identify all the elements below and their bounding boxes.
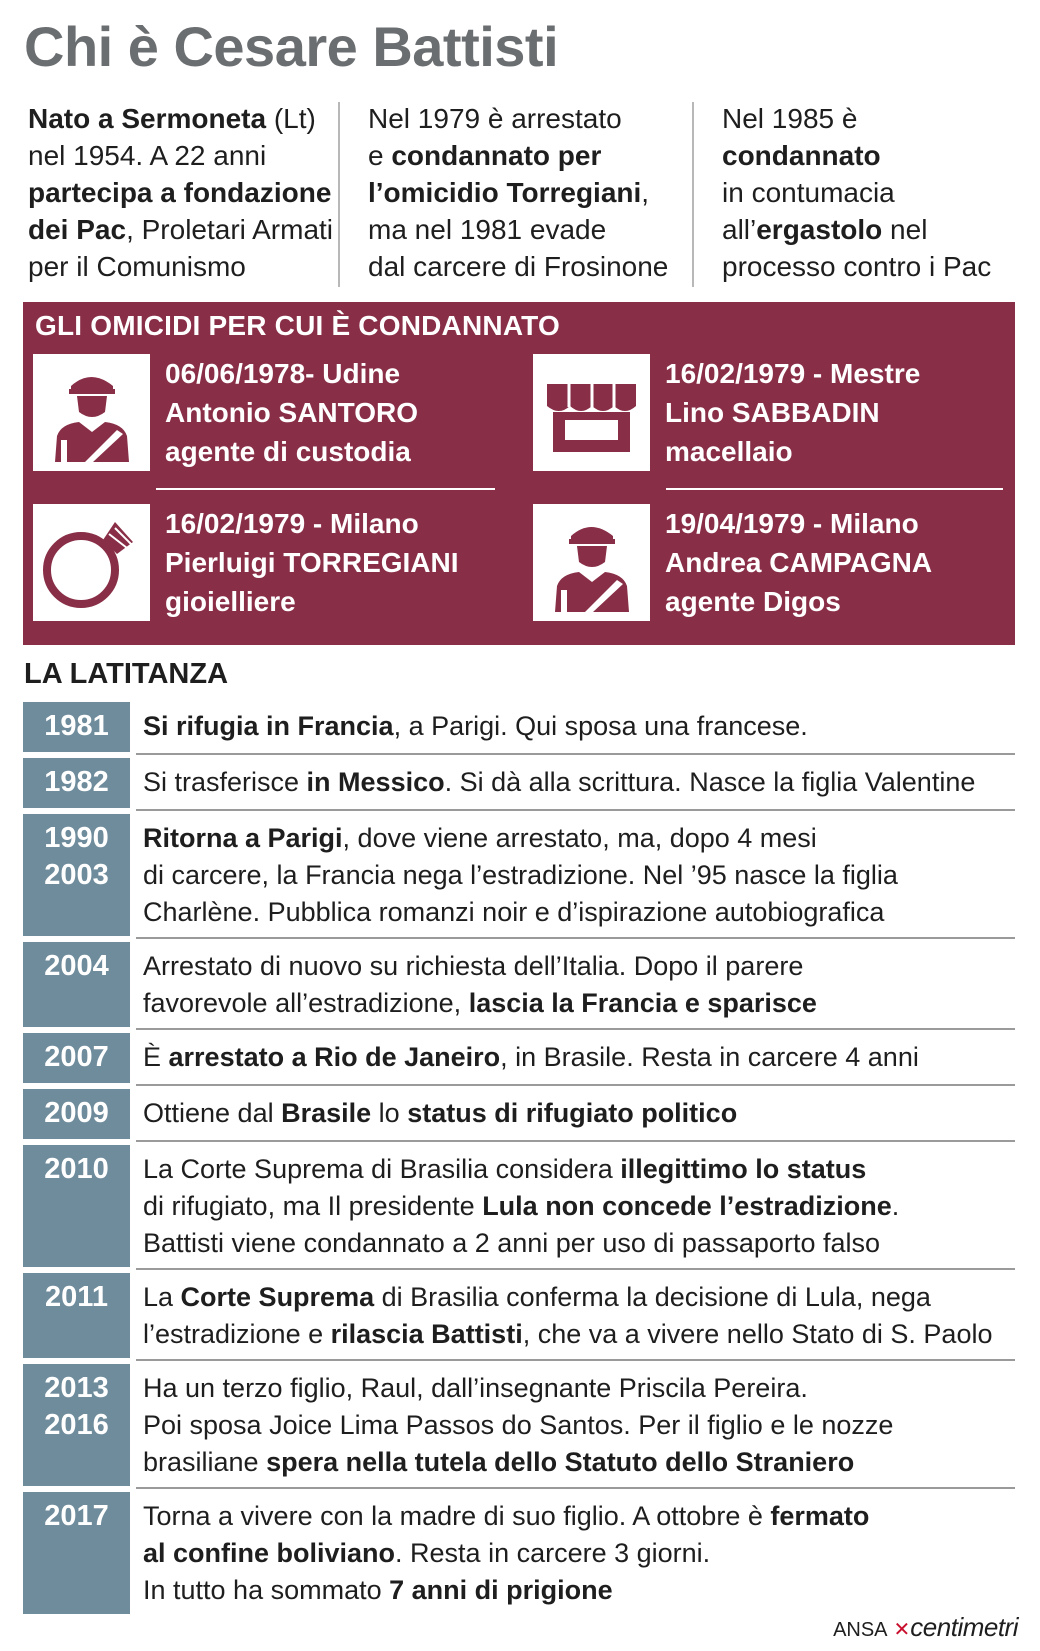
row-divider	[136, 1084, 1015, 1086]
timeline-text: La Corte Suprema di Brasilia considera illegittimo lo status di rifugiato, ma Il presidente Lula non concede l’estradizione. Battisti viene condannato a 2 anni per uso di passaporto falso	[143, 1154, 900, 1258]
police-officer-icon	[533, 504, 650, 621]
timeline-row-1982	[23, 758, 1015, 808]
row-divider	[136, 1487, 1015, 1489]
timeline-text: Si rifugia in Francia, a Parigi. Qui sposa una francese.	[143, 711, 808, 741]
victim-santoro	[23, 354, 493, 476]
ring-icon	[33, 504, 150, 621]
timeline-row-2004	[23, 942, 1015, 1027]
timeline-year: 2004	[23, 942, 130, 1027]
murders-panel	[23, 302, 1015, 645]
timeline-text: Ha un terzo figlio, Raul, dall’insegnante Priscila Pereira. Poi sposa Joice Lima Passos do Santos. Per il figlio e le nozze brasiliane spera nella tutela dello Statuto dello Straniero	[143, 1373, 894, 1477]
victim-name: Lino SABBADIN	[665, 397, 880, 428]
victim-name: Pierluigi TORREGIANI	[165, 547, 459, 578]
victim-role: gioielliere	[165, 586, 296, 617]
timeline-row-2009	[23, 1089, 1015, 1139]
row-divider	[136, 753, 1015, 755]
timeline-year: 1981	[23, 702, 130, 752]
row-divider	[136, 1140, 1015, 1142]
timeline-year: 2013 2016	[23, 1364, 130, 1486]
timeline-year: 1982	[23, 758, 130, 808]
victim-campagna	[523, 504, 993, 626]
centimetri-logo-icon: ✕	[893, 1619, 911, 1641]
murders-title: GLI OMICIDI PER CUI È CONDANNATO	[35, 310, 560, 341]
timeline-text: La Corte Suprema di Brasilia conferma la decisione di Lula, nega l’estradizione e rilascia Battisti, che va a vivere nello Stato di S. Paolo	[143, 1282, 993, 1349]
timeline-row-2007	[23, 1033, 1015, 1083]
timeline-year: 2011	[23, 1273, 130, 1358]
timeline-year: 2017	[23, 1492, 130, 1614]
intro-birth: Nato a Sermoneta (Lt) nel 1954. A 22 anni partecipa a fondazione dei Pac, Proletari Armati per il Comunismo	[28, 103, 334, 282]
victims-divider	[156, 488, 495, 490]
victim-date: 06/06/1978- Udine	[165, 358, 401, 389]
timeline-text: Ritorna a Parigi, dove viene arrestato, ma, dopo 4 mesi di carcere, la Francia nega l’estradizione. Nel ’95 nasce la figlia Charlène. Pubblica romanzi noir e d’ispirazione autobiografica	[143, 823, 898, 927]
source-credit	[833, 1612, 1018, 1643]
page-title: Chi è Cesare Battisti	[24, 15, 559, 78]
victim-role: agente di custodia	[165, 436, 411, 467]
row-divider	[136, 1028, 1015, 1030]
row-divider	[136, 937, 1015, 939]
shop-icon	[533, 354, 650, 471]
victim-date: 16/02/1979 - Mestre	[665, 358, 921, 389]
victim-name: Andrea CAMPAGNA	[665, 547, 933, 578]
latitanza-title: LA LATITANZA	[24, 658, 229, 690]
victim-sabbadin	[523, 354, 993, 476]
timeline-row-2013-2016	[23, 1364, 1015, 1486]
timeline-text: Ottiene dal Brasile lo status di rifugiato politico	[143, 1098, 738, 1128]
intro-section	[24, 100, 1014, 290]
police-officer-icon	[33, 354, 150, 471]
victim-date: 19/04/1979 - Milano	[665, 508, 919, 539]
timeline-text: È arrestato a Rio de Janeiro, in Brasile. Resta in carcere 4 anni	[143, 1042, 919, 1072]
timeline-year: 2009	[23, 1089, 130, 1139]
timeline-row-1981	[23, 702, 1015, 752]
timeline-year: 1990 2003	[23, 814, 130, 936]
victim-role: agente Digos	[665, 586, 841, 617]
timeline-year: 2010	[23, 1145, 130, 1267]
timeline-year: 2007	[23, 1033, 130, 1083]
intro-1985: Nel 1985 è condannato in contumacia all’ergastolo nel processo contro i Pac	[722, 103, 992, 282]
timeline-row-2017	[23, 1492, 1015, 1614]
timeline-row-2011	[23, 1273, 1015, 1358]
intro-1979: Nel 1979 è arrestato e condannato per l’omicidio Torregiani, ma nel 1981 evade dal carcere di Frosinone	[368, 103, 669, 282]
victims-divider	[666, 488, 1003, 490]
agency-name: ANSA	[833, 1619, 888, 1641]
intro-divider	[692, 102, 694, 287]
intro-divider	[338, 102, 340, 287]
victim-date: 16/02/1979 - Milano	[165, 508, 419, 539]
victim-name: Antonio SANTORO	[165, 397, 419, 428]
timeline-text: Arrestato di nuovo su richiesta dell’Italia. Dopo il parere favorevole all’estradizione, lascia la Francia e sparisce	[143, 951, 817, 1018]
timeline-row-1990-2003	[23, 814, 1015, 936]
timeline-text: Torna a vivere con la madre di suo figlio. A ottobre è fermato al confine boliviano. Resta in carcere 3 giorni. In tutto ha sommato 7 anni di prigione	[143, 1501, 870, 1605]
row-divider	[136, 1268, 1015, 1270]
timeline-row-2010	[23, 1145, 1015, 1267]
timeline-text: Si trasferisce in Messico. Si dà alla scrittura. Nasce la figlia Valentine	[143, 767, 976, 797]
victim-role: macellaio	[665, 436, 793, 467]
brand-name: centimetri	[910, 1612, 1018, 1642]
row-divider	[136, 809, 1015, 811]
victim-torregiani	[23, 504, 493, 626]
row-divider	[136, 1359, 1015, 1361]
